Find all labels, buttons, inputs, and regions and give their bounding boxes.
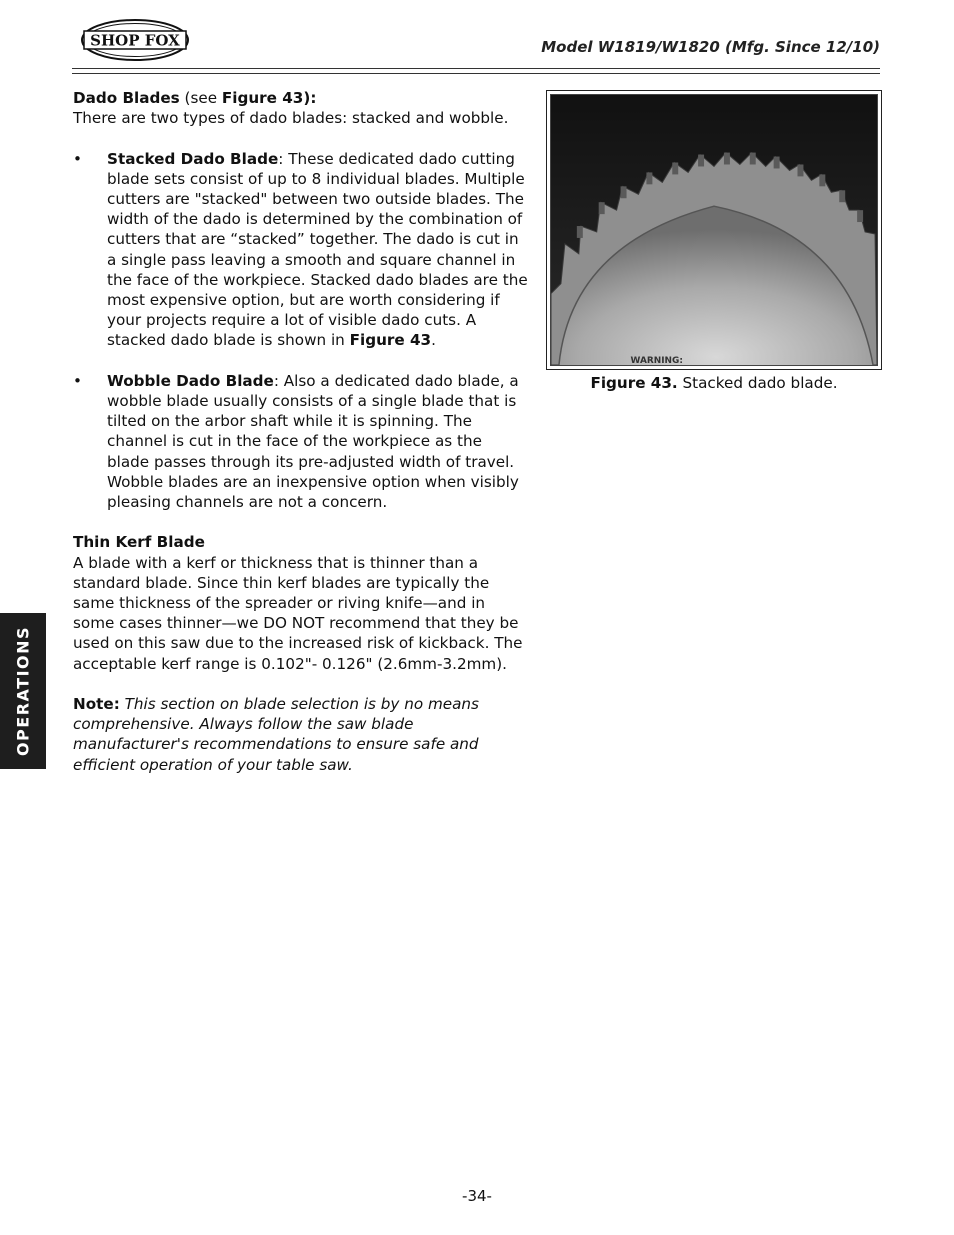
header-rule [72,68,880,74]
stacked-dado-blade-image [551,95,877,365]
figure-caption: Figure 43. Stacked dado blade. [590,374,838,392]
svg-text:WARNING:: WARNING: [630,356,683,365]
bullet-stacked-dado: • Stacked Dado Blade: These dedicated dado cutting blade sets consist of up to 8 individual blades. Multiple cutters are "stacked" between two outside blades. The width of the dado is determined by the combination of cutters that are “stacked” together. The dado is cut in a single pass leaving a smooth and square channel in the face of the workpiece. Stacked dado blades are the most expensive option, but are worth considering if your projects require a lot of visible dado cuts. A stacked dado blade is shown in Figure 43. [73,149,528,350]
bullet-wobble-dado: • Wobble Dado Blade: Also a dedicated dado blade, a wobble blade usually consists of a single blade that is tilted on the arbor shaft while it is spinning. The channel is cut in the face of the workpiece as the blade passes through its pre-adjusted width of travel. Wobble blades are an inexpensive option when visibly pleasing channels are not a concern. [73,371,519,512]
svg-text:SHOP FOX: SHOP FOX [90,31,180,50]
dado-intro: There are two types of dado blades: stacked and wobble. [73,109,509,128]
shop-fox-logo [80,18,190,62]
side-tab-label: OPERATIONS [13,625,33,757]
header-model: Model W1819/W1820 (Mfg. Since 12/10) [541,38,880,56]
dado-heading: Dado Blades (see Figure 43): [73,89,317,107]
main-text-column [73,88,528,775]
figure-43 [546,90,882,370]
thin-kerf-heading: Thin Kerf Blade [73,533,205,552]
page-number: -34- [462,1187,492,1205]
thin-kerf-text: A blade with a kerf or thickness that is thinner than a standard blade. Since thin kerf blades are typically the same thickness of the spreader or riving knife—and in some cases thinner—we DO NOT recommend that they be used on this saw due to the increased risk of kickback. The acceptable kerf range is 0.102"- 0.126" (2.6mm-3.2mm). [73,553,523,673]
note-paragraph: Note: This section on blade selection is by no means comprehensive. Always follow the saw blade manufacturer's recommendations to ensure safe and efficient operation of your table saw. [73,695,479,774]
operations-side-tab [0,613,46,769]
